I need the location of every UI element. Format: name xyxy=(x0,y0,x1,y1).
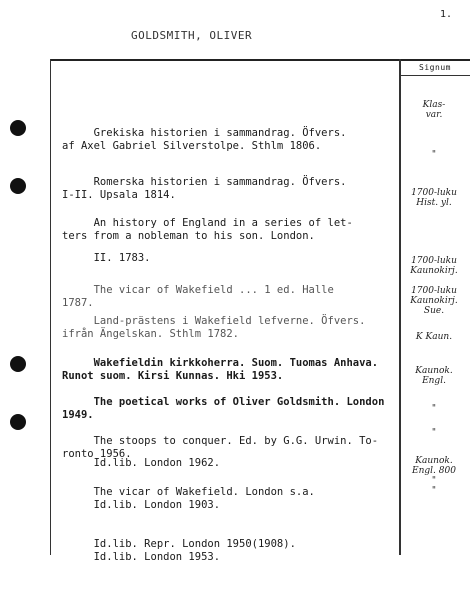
signum-annotation: " xyxy=(431,404,437,414)
entry-text: Grekiska historien i sammandrag. Öfvers. af Axel Gabriel Silverstolpe. Sthlm 1806. xyxy=(62,127,347,152)
punch-hole xyxy=(10,120,26,136)
signum-annotation: " xyxy=(431,150,437,160)
punch-hole xyxy=(10,356,26,372)
signum-annotation: Kaunok. Engl. xyxy=(415,366,453,386)
entry-text: II. 1783. xyxy=(62,252,151,264)
signum-annotation: 1700-luku Hist. yl. xyxy=(411,188,457,208)
entry-text: The vicar of Wakefield ... 1 ed. Halle 1787. xyxy=(62,284,334,309)
entry-text: The vicar of Wakefield. London s.a. Id.lib. London 1903. Id.lib. Repr. London 1950(1908). Id.lib. London 1953. xyxy=(62,486,315,563)
left-margin-rule xyxy=(50,59,51,555)
punch-hole xyxy=(10,178,26,194)
page-number: 1. xyxy=(440,9,453,20)
entry-text: Wakefieldin kirkkoherra. Suom. Tuomas Anhava. Runot suom. Kirsi Kunnas. Hki 1953. xyxy=(62,357,379,382)
author-heading: GOLDSMITH, OLIVER xyxy=(131,29,253,42)
entry-text: Id.lib. London 1962. xyxy=(62,457,221,469)
signum-annotation: 1700-luku Kaunokirj. xyxy=(410,256,458,276)
signum-annotation: " xyxy=(431,428,437,438)
signum-annotation: 1700-luku Kaunokirj. Sue. xyxy=(410,286,458,316)
punch-hole xyxy=(10,414,26,430)
entry-text: The poetical works of Oliver Goldsmith. London 1949. xyxy=(62,396,385,421)
signum-annotation: Klas- var. xyxy=(422,100,446,120)
entry-text: Romerska historien i sammandrag. Öfvers. I-II. Upsala 1814. xyxy=(62,176,347,201)
signum-annotation: Kaunok. Engl. 800 " " xyxy=(412,456,456,496)
entry-text: The stoops to conquer. Ed. by G.G. Urwin. To- ronto 1956. xyxy=(62,435,379,460)
signum-column-header: Signum xyxy=(419,63,451,72)
signum-header-underline xyxy=(400,75,470,76)
entry-text: Land-prästens i Wakefield lefverne. Öfvers. ifrån Ängelskan. Sthlm 1782. xyxy=(62,315,366,340)
signum-column-rule xyxy=(399,59,401,555)
entry-text: An history of England in a series of let- ters from a nobleman to his son. London. xyxy=(62,217,353,242)
top-rule xyxy=(50,59,470,61)
signum-annotation: K Kaun. xyxy=(415,332,453,342)
